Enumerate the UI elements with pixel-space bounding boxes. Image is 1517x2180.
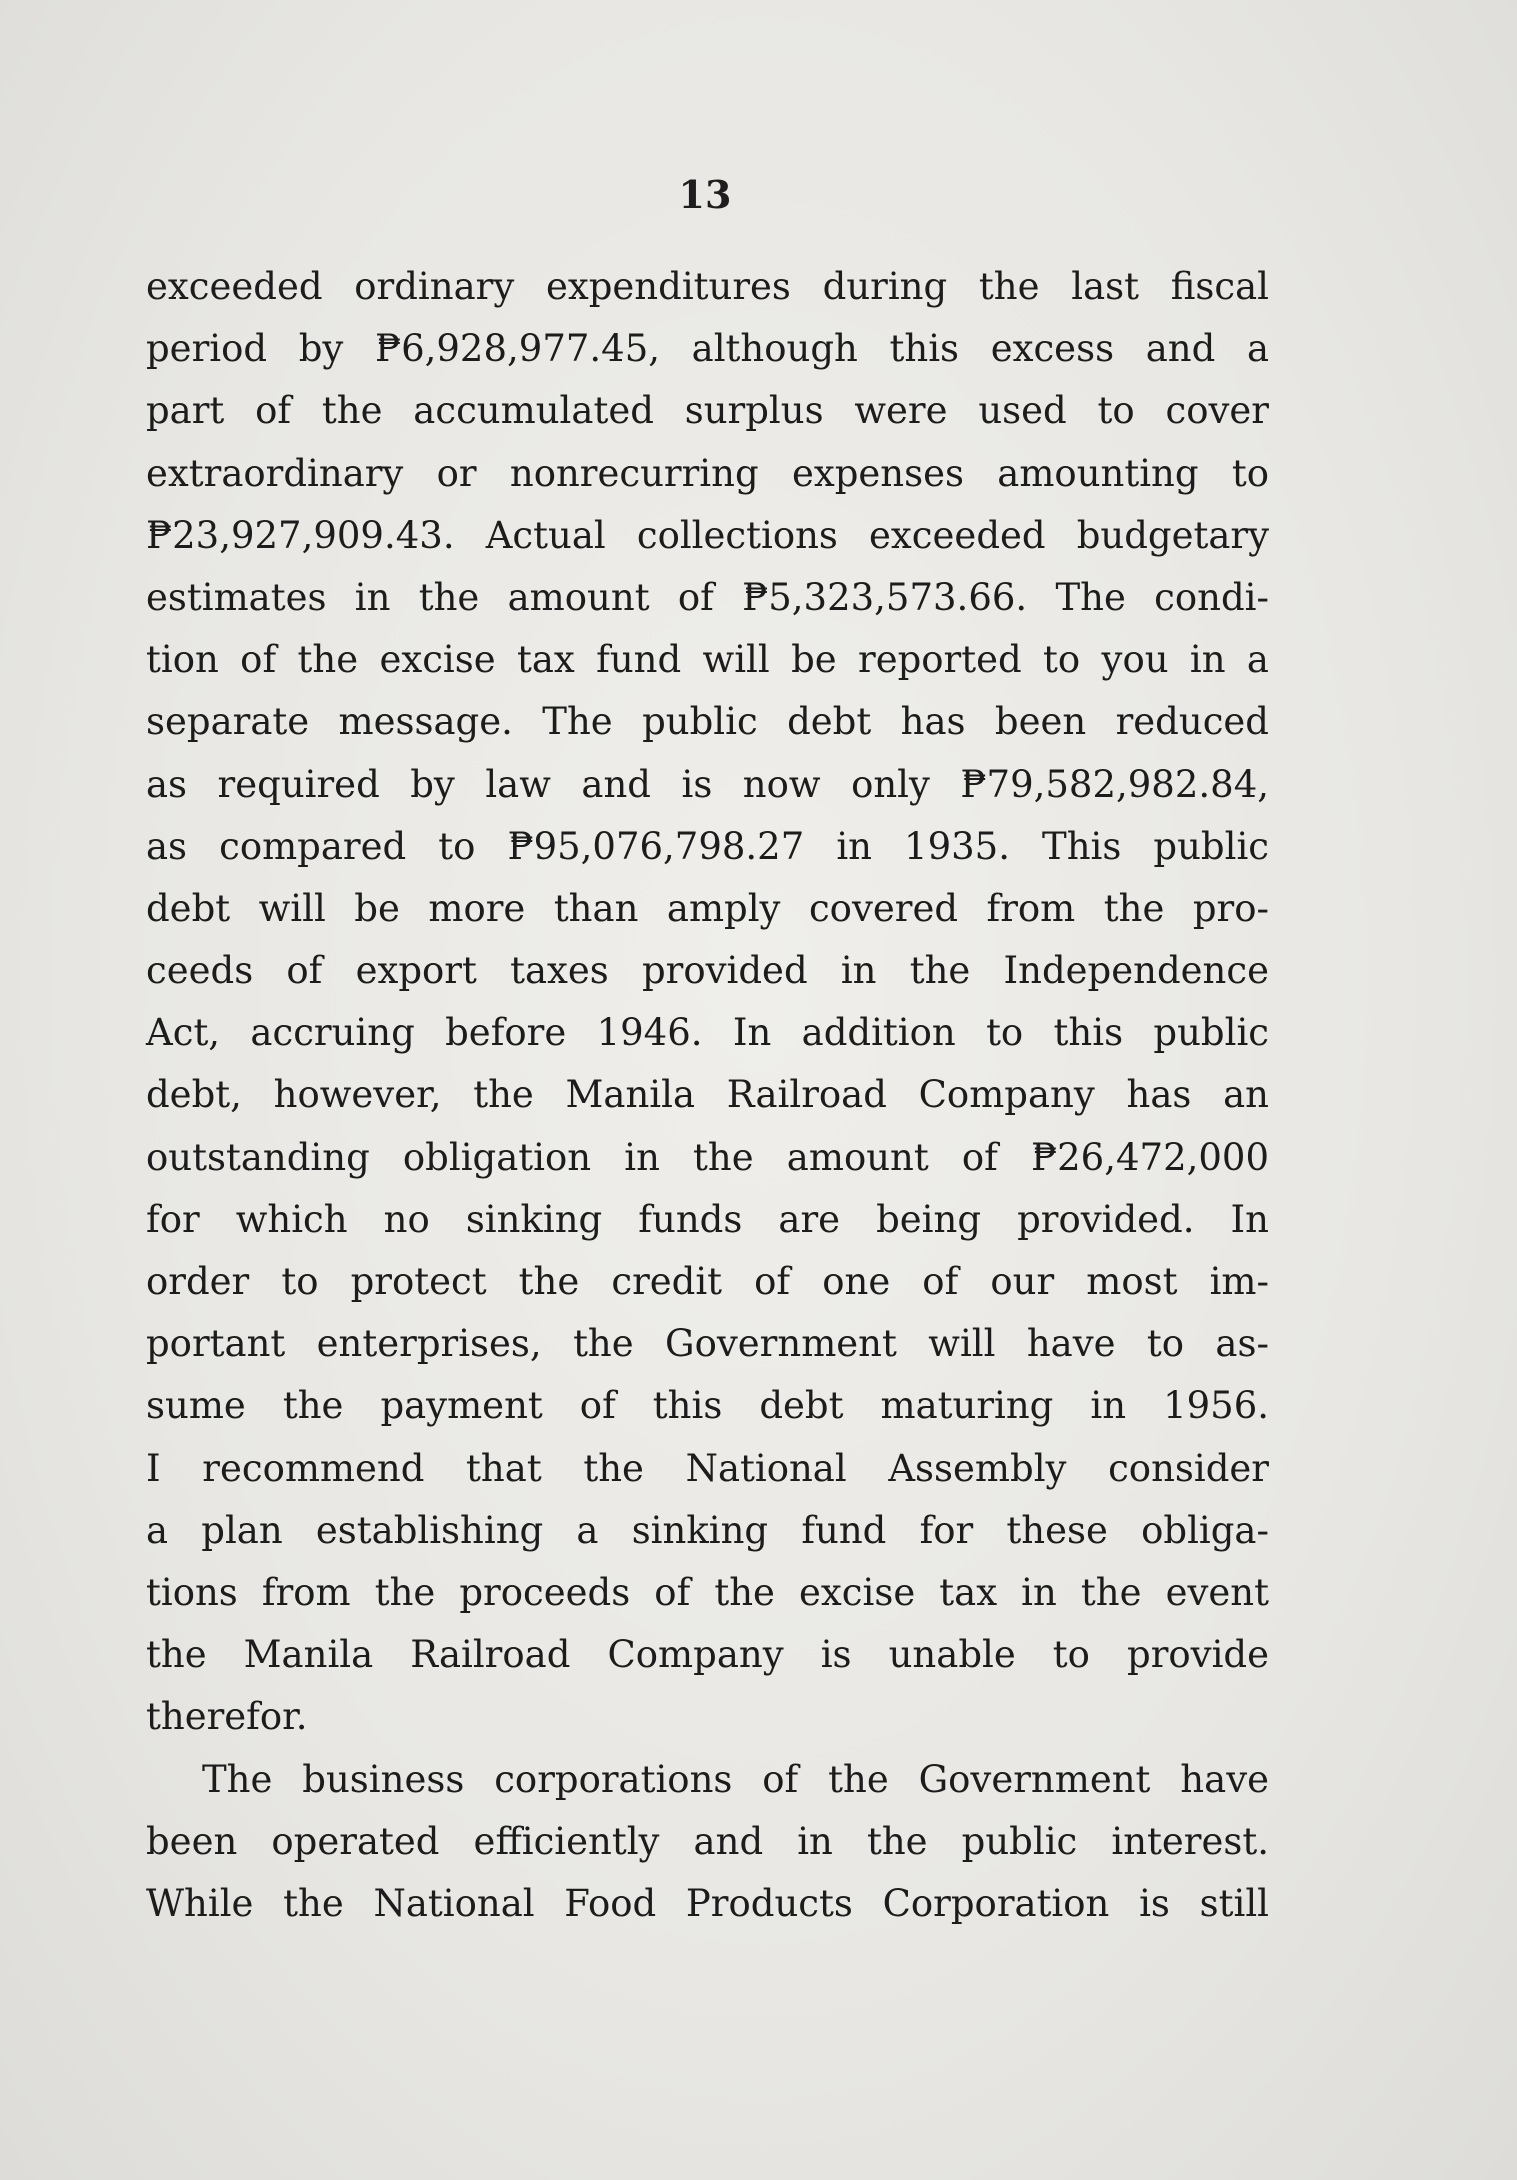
text-line: ceeds of export taxes provided in the Independence <box>146 949 1269 993</box>
text-line: estimates in the amount of ₱5,323,573.66. The condi- <box>146 575 1269 619</box>
page-number: 13 <box>678 172 732 217</box>
text-line: exceeded ordinary expenditures during the last fiscal <box>146 265 1269 308</box>
text-line: period by ₱6,928,977.45, although this excess and a <box>146 327 1269 371</box>
text-line: tions from the proceeds of the excise tax in the event <box>146 1570 1269 1614</box>
text-line: order to protect the credit of one of our most im- <box>146 1260 1269 1303</box>
text-line: I recommend that the National Assembly consider <box>146 1446 1269 1490</box>
text-line: for which no sinking funds are being provided. In <box>146 1197 1269 1241</box>
text-line: part of the accumulated surplus were used to cover <box>146 389 1269 433</box>
text-line: debt, however, the Manila Railroad Company has an <box>146 1073 1269 1117</box>
text-line: portant enterprises, the Government will have to as- <box>146 1322 1269 1366</box>
text-line: separate message. The public debt has been reduced <box>146 700 1269 744</box>
text-line: tion of the excise tax fund will be reported to you in a <box>146 638 1269 682</box>
text-line: ₱23,927,909.43. Actual collections exceeded budgetary <box>146 513 1269 557</box>
text-line: outstanding obligation in the amount of ₱26,472,000 <box>146 1135 1269 1179</box>
text-line: extraordinary or nonrecurring expenses amounting to <box>146 451 1269 495</box>
text-line: as required by law and is now only ₱79,582,982.84, <box>146 762 1269 806</box>
text-line: the Manila Railroad Company is unable to provide <box>146 1633 1269 1677</box>
text-line: as compared to ₱95,076,798.27 in 1935. This public <box>146 824 1269 868</box>
text-line: sume the payment of this debt maturing in 1956. <box>146 1384 1269 1428</box>
text-line: been operated efficiently and in the public interest. <box>146 1819 1269 1863</box>
text-line: Act, accruing before 1946. In addition to this public <box>146 1011 1269 1055</box>
text-line: While the National Food Products Corporation is still <box>146 1881 1269 1925</box>
text-line: therefor. <box>146 1695 308 1739</box>
text-line: The business corporations of the Government have <box>202 1757 1269 1801</box>
text-line: a plan establishing a sinking fund for these obliga- <box>146 1508 1269 1552</box>
text-line: debt will be more than amply covered from the pro- <box>146 886 1269 930</box>
body-text <box>146 256 1269 1935</box>
